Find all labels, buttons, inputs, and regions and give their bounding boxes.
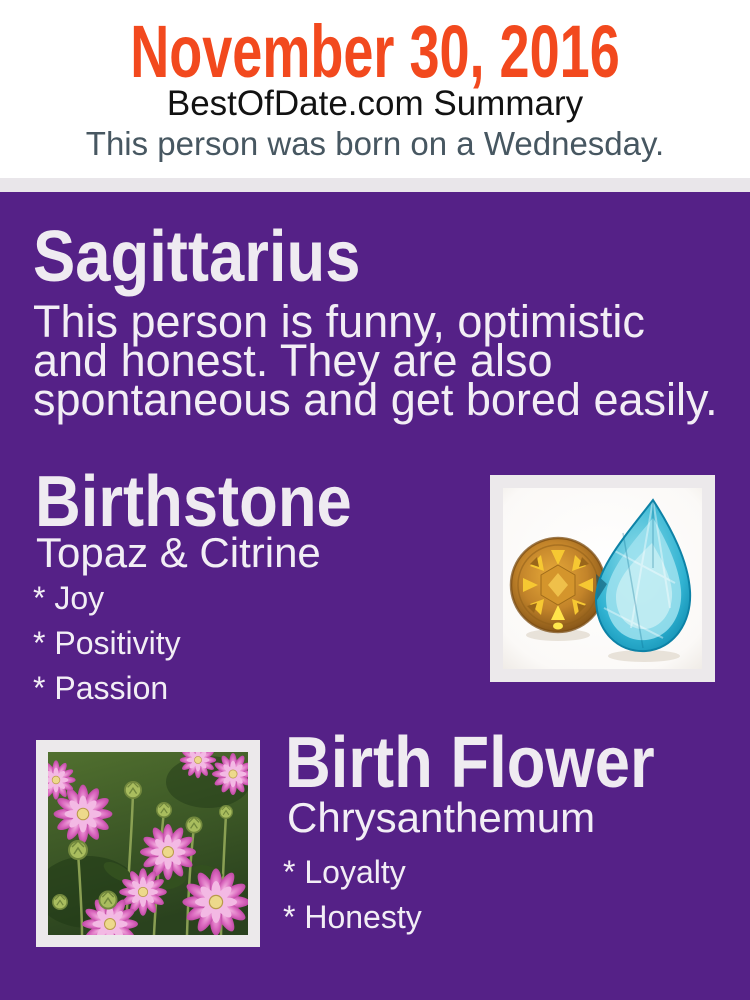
date-heading: November 30, 2016	[130, 10, 620, 93]
gems-illustration	[503, 488, 702, 669]
header	[0, 0, 750, 178]
birth-flower-trait: * Loyalty	[283, 854, 406, 890]
birthstone-photo-frame	[490, 475, 715, 682]
divider-strip	[0, 178, 750, 192]
birthstone-heading: Birthstone	[35, 462, 352, 542]
birthstone-names: Topaz & Citrine	[36, 529, 321, 576]
citrine-and-blue-topaz-image	[503, 488, 702, 669]
weekday-note: This person was born on a Wednesday.	[85, 125, 665, 162]
birth-flower-photo-frame	[36, 740, 260, 947]
birthstone-traits	[33, 576, 181, 711]
zodiac-description-line: spontaneous and get bored easily.	[33, 374, 718, 425]
birth-flower-heading: Birth Flower	[285, 723, 655, 803]
chrysanthemum-image	[48, 752, 248, 935]
birthstone-trait: * Passion	[33, 670, 169, 706]
zodiac-description-line: and honest. They are also	[33, 335, 553, 386]
birth-flower-trait: * Honesty	[283, 899, 422, 935]
birthstone-trait: * Positivity	[33, 625, 181, 661]
site-summary-title: BestOfDate.com Summary	[166, 84, 584, 123]
birth-flower-traits	[283, 850, 422, 940]
zodiac-description	[33, 296, 718, 425]
flower-name: Chrysanthemum	[287, 794, 596, 841]
zodiac-sign-heading: Sagittarius	[33, 217, 361, 297]
birthstone-trait: * Joy	[33, 580, 105, 616]
chrysanthemum-illustration	[48, 752, 248, 935]
citrine-gem	[511, 538, 605, 632]
zodiac-description-line: This person is funny, optimistic	[33, 296, 645, 347]
